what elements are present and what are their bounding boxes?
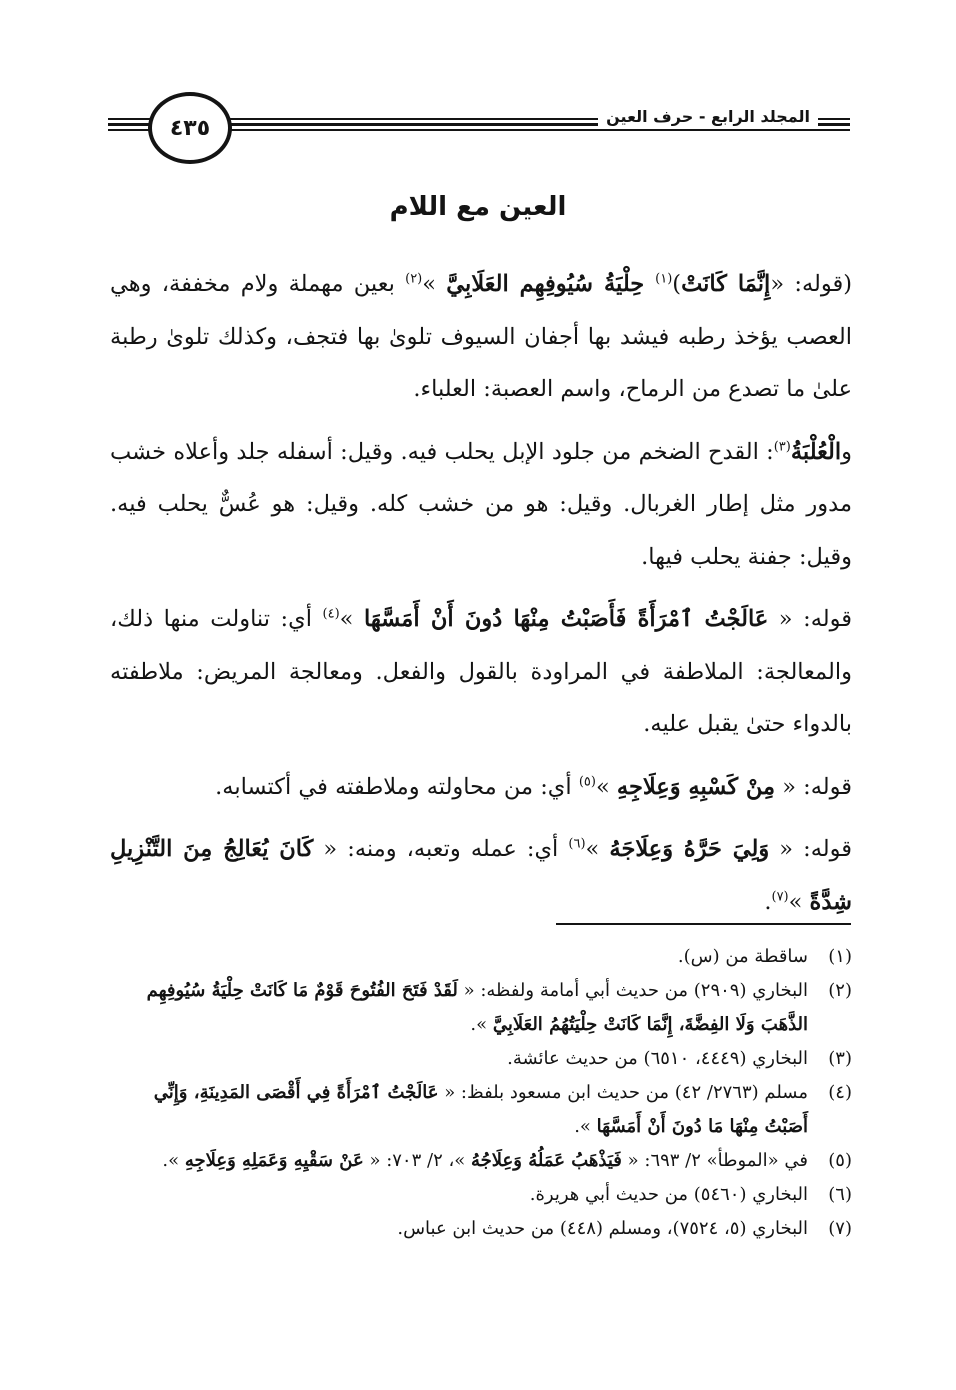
- text-run: ».: [470, 1014, 493, 1035]
- footnote-separator: [556, 923, 851, 925]
- body-text: [110, 258, 852, 938]
- paragraph: [110, 823, 852, 928]
- footnote-number: (٤): [828, 1082, 852, 1103]
- text-run: مسلم (٢٧٦٣/ ٤٢) من حديث ابن مسعود بلفظ: «: [438, 1082, 808, 1103]
- paragraph: [110, 593, 852, 751]
- text-run: البخاري (٢٩٠٩) من حديث أبي أمامة ولفظه: «: [457, 980, 808, 1001]
- footnote-number: (٥): [828, 1150, 852, 1171]
- footnote-text: [110, 1144, 808, 1178]
- page-header: [108, 92, 850, 164]
- text-run: »: [422, 271, 447, 297]
- footnote-ref: (٢): [405, 271, 423, 287]
- footnote-ref: (٧): [771, 889, 789, 904]
- text-run: »: [585, 836, 610, 862]
- running-head: المجلد الرابع - حرف العين: [598, 107, 818, 126]
- footnote-number: (٣): [828, 1048, 852, 1069]
- footnote-ref: (١): [655, 271, 673, 287]
- footnote: [110, 1144, 852, 1178]
- headword: الْعُلْبَةُ: [790, 438, 842, 465]
- text-run: ».: [574, 1116, 597, 1137]
- footnote-text: البخاري (٥، ٧٥٢٤)، ومسلم (٤٤٨) من حديث ابن عباس.: [397, 1218, 808, 1239]
- footnote-number: (٦): [828, 1184, 852, 1205]
- hadith-quote: فَيَذْهَبُ عَمَلُهُ وَعِلَاجُهُ: [471, 1150, 622, 1171]
- text-run: بعين مهملة ولام مخففة، وهي العصب يؤخذ رطبه فيشد بها أجفان السيوف تلوىٰ بها فتجف، وكذلك تلوىٰ رطبة علىٰ ما تصدع من الرماح، واسم العصبة: العلباء.: [110, 271, 852, 402]
- footnote-number: (٧): [828, 1218, 852, 1239]
- hadith-quote: إِنَّمَا كَانَتْ: [681, 271, 771, 297]
- text-run: ): [672, 271, 682, 297]
- paragraph: [110, 426, 852, 584]
- footnote-ref: (٤): [322, 606, 340, 622]
- text-run: أي: عمله وتعبه، ومنه: «: [313, 836, 569, 862]
- text-run: أي: تناولت منها ذلك، والمعالجة: الملاطفة في المراودة بالقول والفعل. ومعالجة المريض: ملاطفته بالدواء حتىٰ يقبل عليه.: [110, 606, 852, 737]
- hadith-quote: كَانَ يُعَالِجُ مِنَ التَّنْزِيلِ شِدَّةً: [110, 836, 852, 915]
- footnote: [110, 940, 852, 974]
- text-run: : القدح الضخم من جلود الإبل يحلب فيه. وقيل: أسفله جلد وأعلاه خشب مدور مثل إطار الغربال. وقيل: هو من خشب كله. وقيل: هو عُسٌّ يحلب فيه. وقيل: جفنة يحلب فيها.: [110, 438, 852, 570]
- footnote-text: البخاري (٥٤٦٠) من حديث أبي هريرة.: [529, 1184, 808, 1205]
- text-run: قوله: «: [768, 606, 852, 632]
- text-run: و: [841, 438, 852, 465]
- footnote: [110, 1076, 852, 1144]
- footnotes: [110, 940, 852, 1246]
- footnote-number: (١): [828, 946, 852, 967]
- hadith-quote: عَالَجْتُ ٱمْرَأَةً فِي أَقْصَى المَدِينَةِ، وَإِنِّي أَصَبْتُ مِنْهَا مَا دُونَ أَنْ أَمَسَّهَا: [153, 1082, 808, 1137]
- footnote: [110, 1212, 852, 1246]
- footnote-text: [110, 1076, 808, 1144]
- footnote-text: [110, 974, 808, 1042]
- footnote-text: ساقطة من (س).: [677, 946, 808, 967]
- hadith-quote: لَقَدْ فَتَحَ الفُتُوحَ قَوْمٌ مَا كَانَتْ حِلْيَةُ سُيُوفِهِم الذَّهَبَ وَلَا الفِضَّةَ، إِنَّمَا كَانَتْ حِلْيَتُهُمُ العَلَابِيَّ: [146, 980, 808, 1035]
- footnote: [110, 974, 852, 1042]
- footnote-ref: (٦): [568, 836, 586, 852]
- text-run: »: [595, 773, 617, 800]
- text-run: قوله: «: [775, 773, 852, 800]
- footnote-ref: (٣): [773, 439, 791, 454]
- text-run: أي: من محاولته وملاطفته في أكتسابه.: [215, 773, 579, 800]
- footnote-number: (٢): [828, 980, 852, 1001]
- section-title: العين مع اللام: [389, 192, 567, 222]
- paragraph: [110, 761, 852, 814]
- footnote: [110, 1178, 852, 1212]
- text-run: في «الموطأ» ٢/ ٦٩٣: «: [621, 1150, 808, 1171]
- text-run: »: [339, 606, 364, 632]
- hadith-quote: وَلِيَ حَرَّهُ وَعِلَاجَهُ: [609, 836, 770, 862]
- text-run: »، ٢/ ٧٠٣: «: [363, 1150, 472, 1171]
- footnote-text: البخاري (٤٤٤٩، ٦٥١٠) من حديث عائشة.: [507, 1048, 808, 1069]
- paragraph: [110, 258, 852, 416]
- hadith-quote: عَالَجْتُ ٱمْرَأَةً فَأَصَبْتُ مِنْهَا دُونَ أَنْ أَمَسَّهَا: [363, 606, 769, 632]
- text-run: .: [764, 888, 772, 915]
- footnote: [110, 1042, 852, 1076]
- hadith-quote: عَنْ سَقْيِهِ وَعَمَلِهِ وَعِلَاجِهِ: [184, 1150, 364, 1171]
- text-run: ».: [162, 1150, 185, 1171]
- hadith-quote: حِلْيَةُ سُيُوفِهِم العَلَابِيَّ: [446, 271, 656, 297]
- page-number: ٤٣٥: [148, 92, 232, 164]
- text-run: قوله: «: [769, 836, 852, 862]
- footnote-ref: (٥): [578, 774, 596, 789]
- hadith-quote: مِنْ كَسْبِهِ وَعِلَاجِهِ: [616, 773, 776, 800]
- text-run: (قوله: «: [770, 271, 853, 297]
- text-run: »: [788, 888, 810, 915]
